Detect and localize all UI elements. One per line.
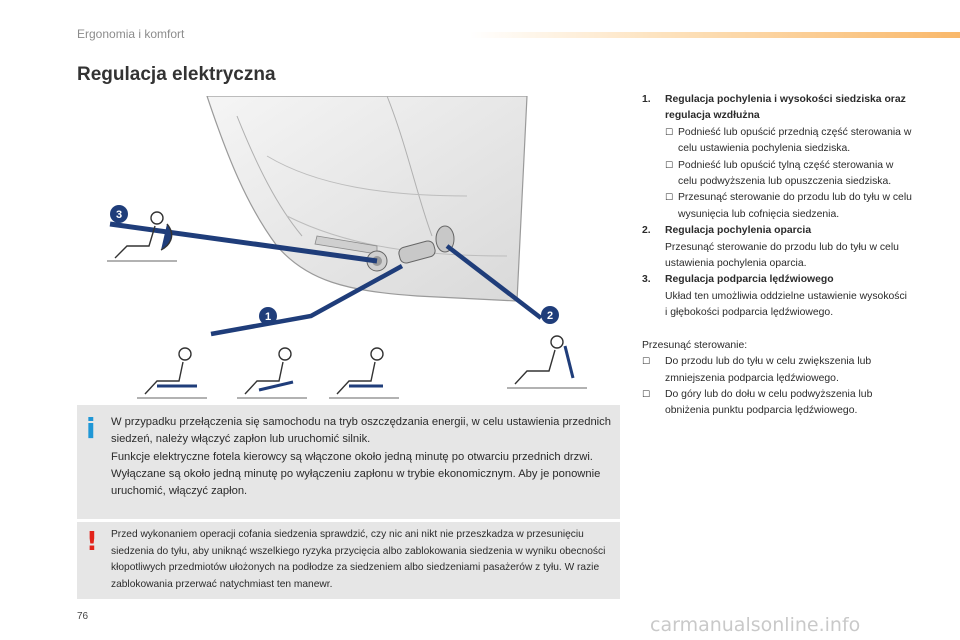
instructions-column [642,92,912,420]
info-paragraph-1: W przypadku przełączenia się samochodu na tryb oszczędzania energii, w celu ustawienia przednich siedzeń, należy włączyć zapłon lub uruchomić silnik. [111,416,611,445]
item-2 [642,223,912,272]
item-1-bullet-2: ☐ Podnieść lub opuścić tylną część sterowania w celu podwyższenia lub opuszczenia siedziska. [665,158,912,191]
warning-text: Przed wykonaniem operacji cofania siedzenia sprawdzić, czy nic ani nikt nie przeszkadza w przesunięciu siedzenia do tyłu, aby uniknąć wszelkiego ryzyka przycięcia albo zablokowania siedzenia w wyniku obecności kłopotliwych przedmiotów ułożonych na podłodze za siedzeniem albo siedzeniami pasażerów z tyłu. W razie zablokowania przerwać natychmiast ten manewr. [111,529,606,590]
page-number: 76 [77,611,89,622]
warning-icon: ! [86,527,98,557]
move-bullet-1: ☐ Do przodu lub do tyłu w celu zwiększenia lub zmniejszenia podparcia lędźwiowego. [642,354,912,387]
callout-3: 3 [115,209,123,221]
move-intro: Przesunąć sterowanie: [642,339,748,351]
page-title: Regulacja elektryczna [77,64,276,85]
info-icon: i [86,412,96,445]
item-2-number: 2. [642,225,651,237]
item-1-bullet-3: ☐ Przesunąć sterowanie do przodu lub do tyłu w celu wysunięcia lub cofnięcia siedzenia. [665,190,912,223]
seat-position-pictogram-2-icon [237,348,307,398]
item-1-number: 1. [642,94,651,105]
header-gradient-bar [470,32,960,38]
item-1-bullet-1: ☐ Podnieść lub opuścić przednią część sterowania w celu ustawienia pochylenia siedziska. [665,125,912,158]
seat-position-pictogram-1-icon [137,348,207,398]
item-1-title: Regulacja pochylenia i wysokości siedziska oraz regulacja wzdłużna [665,94,906,122]
seat-illustration [87,96,597,406]
info-paragraph-2: Funkcje elektryczne fotela kierowcy są włączone około jedną minutę po otwarciu przednich drzwi. Wyłączane są około jedną minutę po wyłączeniu zapłonu w trybie ekonomicznym. Aby je ponownie uruchomić, włączyć zapłon. [111,451,601,497]
item-3 [642,272,912,321]
item-3-number: 3. [642,274,651,286]
item-2-text: Przesunąć sterowanie do przodu lub do tyłu w celu ustawienia pochylenia oparcia. [665,241,899,270]
item-1 [642,92,912,223]
move-bullet-2: ☐ Do góry lub do dołu w celu podwyższenia lub obniżenia punktu podparcia lędźwiowego. [642,387,912,420]
callout-1: 1 [264,311,272,323]
backrest-pictogram-icon [507,336,587,388]
item-3-text: Układ ten umożliwia oddzielne ustawienie wysokości i głębokości podparcia lędźwiowego. [665,290,907,319]
callout-2: 2 [546,310,554,322]
watermark: carmanualsonline.info [650,614,861,636]
header-section: Ergonomia i komfort [77,27,185,41]
seat-position-pictogram-3-icon [329,348,399,398]
item-2-title: Regulacja pochylenia oparcia [665,225,812,237]
item-3-title: Regulacja podparcia lędźwiowego [665,274,834,286]
